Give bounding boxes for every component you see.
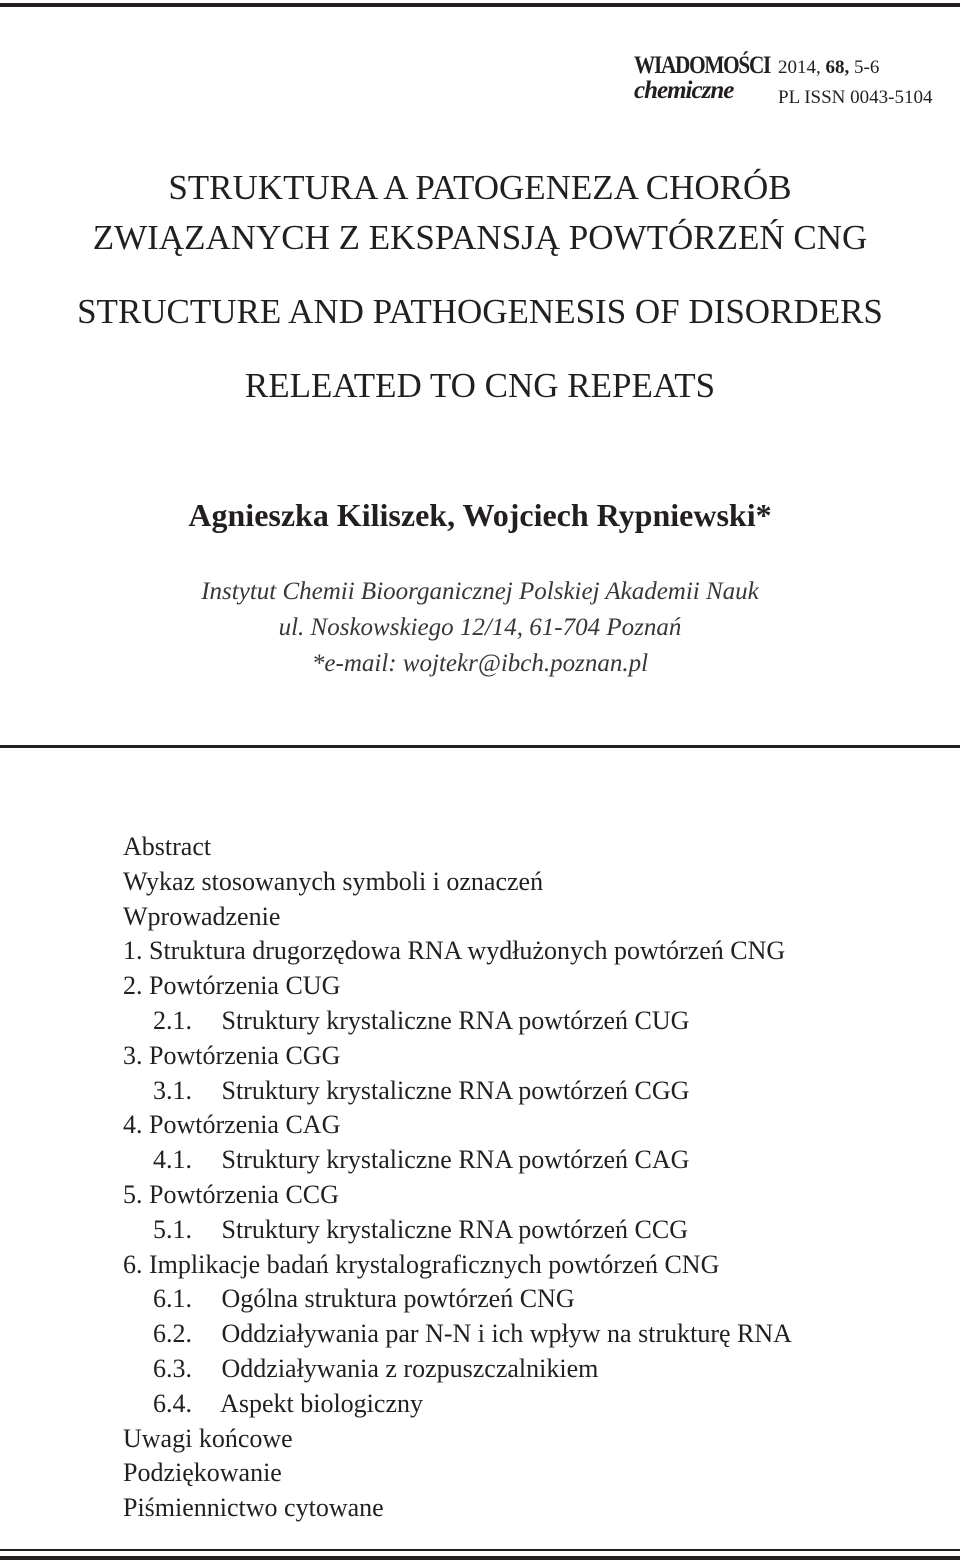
toc-item [123, 1282, 792, 1317]
toc-item-number: 6.4. [153, 1388, 192, 1418]
toc-item-title: Powtórzenia CGG [149, 1040, 341, 1070]
authors: Agnieszka Kiliszek, Wojciech Rypniewski* [188, 497, 772, 533]
toc-item-title: Uwagi końcowe [123, 1423, 293, 1453]
affiliation-email[interactable]: *e-mail: wojtekr@ibch.poznan.pl [311, 650, 649, 677]
title-polish-line-1: STRUKTURA A PATOGENEZA CHORÓB [168, 168, 792, 207]
issue-year: 2014, [778, 57, 821, 78]
toc-item [123, 1143, 792, 1178]
toc-item [123, 1004, 792, 1039]
toc-item [123, 865, 792, 900]
toc-item [123, 1352, 792, 1387]
issn: PL ISSN 0043-5104 [778, 87, 933, 108]
toc-item [123, 1491, 792, 1526]
toc-item-title: Implikacje badań krystalograficznych powtórzeń CNG [149, 1249, 720, 1279]
toc-item-number: 2. [123, 971, 143, 1001]
issue-number: 5-6 [854, 57, 880, 78]
toc-item-number: 5. [123, 1179, 143, 1209]
logo-wordmark-top: WIADOMOŚCI [634, 52, 771, 79]
toc-item-title: Oddziaływania z rozpuszczalnikiem [221, 1353, 599, 1383]
toc-item [123, 900, 792, 935]
toc-item-title: Powtórzenia CCG [149, 1179, 339, 1209]
toc-item-title: Wprowadzenie [123, 901, 281, 931]
table-of-contents [123, 830, 792, 1526]
toc-item-title: Struktury krystaliczne RNA powtórzeń CGG [221, 1075, 690, 1105]
toc-item-title: Abstract [123, 832, 212, 861]
affiliation-address: ul. Noskowskiego 12/14, 61-704 Poznań [278, 614, 682, 641]
toc-item-title: Struktury krystaliczne RNA powtórzeń CUG [221, 1005, 690, 1035]
toc-item [123, 1387, 792, 1422]
toc-item [123, 1248, 792, 1283]
issue-line [778, 53, 932, 83]
toc-item [123, 1108, 792, 1143]
toc-item-number: 2.1. [153, 1005, 192, 1035]
toc-item-number: 4. [123, 1110, 143, 1140]
toc-item-title: Oddziaływania par N-N i ich wpływ na strukturę RNA [221, 1319, 792, 1349]
toc-item-title: Ogólna struktura powtórzeń CNG [221, 1284, 575, 1314]
top-rule [0, 3, 960, 7]
toc-item-title: Struktury krystaliczne RNA powtórzeń CAG [221, 1145, 690, 1175]
toc-item-number: 3.1. [153, 1075, 192, 1105]
toc-item [123, 934, 792, 969]
toc-item [123, 1422, 792, 1457]
toc-item [123, 1039, 792, 1074]
toc-item-title: Powtórzenia CAG [149, 1110, 341, 1140]
toc-item-title: Piśmiennictwo cytowane [123, 1493, 384, 1523]
toc-item-title: Wykaz stosowanych symboli i oznaczeń [123, 866, 544, 896]
toc-item-title: Struktura drugorzędowa RNA wydłużonych powtórzeń CNG [149, 936, 786, 966]
toc-item [123, 1074, 792, 1109]
bottom-rule-thin [0, 1549, 960, 1551]
toc-item-number: 6. [123, 1249, 143, 1279]
toc-item-number: 6.2. [153, 1319, 192, 1349]
toc-item-number: 5.1. [153, 1214, 192, 1244]
toc-item-number: 1. [123, 936, 143, 966]
issue-info [778, 53, 932, 113]
toc-item-title: Podziękowanie [123, 1458, 282, 1488]
affiliation-institute: Instytut Chemii Bioorganicznej Polskiej Akademii Nauk [201, 578, 759, 605]
title-polish-line-2: ZWIĄZANYCH Z EKSPANSJĄ POWTÓRZEŃ CNG [92, 218, 868, 257]
toc-item [123, 969, 792, 1004]
section-rule [0, 745, 960, 748]
toc-item-number: 6.1. [153, 1284, 192, 1314]
toc-item [123, 1317, 792, 1352]
issue-volume: 68, [825, 57, 850, 78]
toc-item-number: 6.3. [153, 1353, 192, 1383]
title-english-line-1: STRUCTURE AND PATHOGENESIS OF DISORDERS [77, 292, 883, 331]
toc-item-title: Struktury krystaliczne RNA powtórzeń CCG [221, 1214, 688, 1244]
journal-logo [634, 52, 771, 104]
bottom-rule-thick [0, 1556, 960, 1560]
toc-item-number: 3. [123, 1040, 143, 1070]
toc-item-number: 4.1. [153, 1145, 192, 1175]
toc-item-title: Powtórzenia CUG [149, 971, 341, 1001]
toc-item [123, 1456, 792, 1491]
toc-item [123, 1213, 792, 1248]
toc-item-title: Aspekt biologiczny [220, 1388, 423, 1418]
toc-item [123, 1178, 792, 1213]
toc-item [123, 830, 792, 865]
title-english-line-2: RELEATED TO CNG REPEATS [244, 366, 716, 405]
logo-wordmark-bottom: chemiczne [634, 77, 734, 104]
